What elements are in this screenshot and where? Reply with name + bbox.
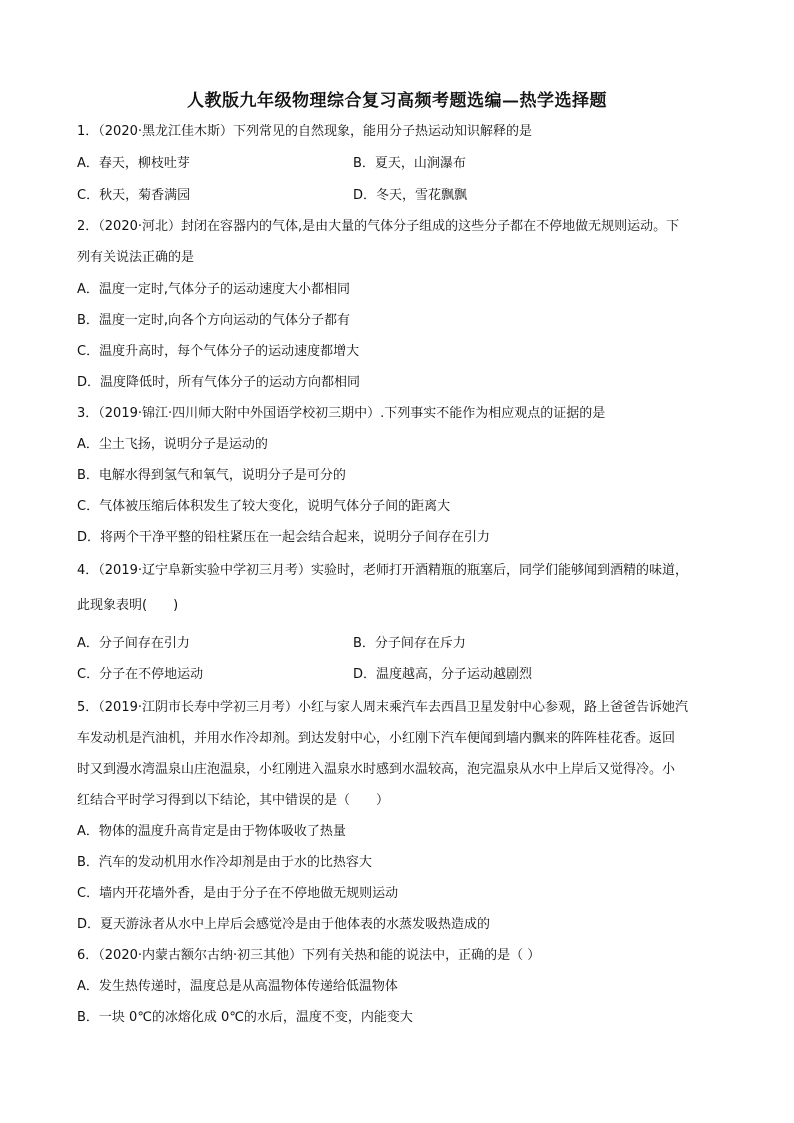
question-2-option-c: C．温度升高时，每个气体分子的运动速度都增大 [77, 344, 360, 359]
question-5-stem-line-4: 红结合平时学习得到以下结论，其中错误的是（ ） [77, 793, 390, 808]
question-1-option-b: B．夏天，山涧瀑布 [353, 156, 466, 171]
question-1-option-a: A．春天，柳枝吐芽 [77, 156, 190, 171]
question-3-option-b: B．电解水得到氢气和氧气，说明分子是可分的 [77, 468, 346, 483]
question-2-stem-line-2: 列有关说法正确的是 [77, 250, 195, 265]
question-4-option-b: B．分子间存在斥力 [353, 636, 466, 651]
question-1-stem: 1．（2020·黑龙江佳木斯）下列常见的自然现象，能用分子热运动知识解释的是 [77, 124, 532, 139]
question-5-option-c: C．墙内开花墙外香，是由于分子在不停地做无规则运动 [77, 886, 399, 901]
question-5-option-a: A．物体的温度升高肯定是由于物体吸收了热量 [77, 824, 346, 839]
document-title: 人教版九年级物理综合复习高频考题选编—热学选择题 [187, 91, 607, 111]
question-3-option-c: C．气体被压缩后体积发生了较大变化，说明气体分子间的距离大 [77, 499, 451, 514]
question-4-option-c: C．分子在不停地运动 [77, 667, 204, 682]
question-5-option-b: B．汽车的发动机用水作冷却剂是由于水的比热容大 [77, 855, 372, 870]
question-3-option-d: D．将两个干净平整的铅柱紧压在一起会结合起来，说明分子间存在引力 [77, 530, 491, 545]
question-5-stem-line-2: 车发动机是汽油机，并用水作冷却剂。到达发射中心，小红刚下汽车便闻到墙内飘来的阵阵桂花香。返回 [77, 731, 676, 746]
question-1-option-c: C．秋天，菊香满园 [77, 188, 191, 203]
question-3-stem: 3．（2019·锦江·四川师大附中外国语学校初三期中）.下列事实不能作为相应观点的证据的是 [77, 406, 606, 421]
question-4-option-a: A．分子间存在引力 [77, 636, 190, 651]
question-5-option-d: D．夏天游泳者从水中上岸后会感觉冷是由于他体表的水蒸发吸热造成的 [77, 917, 491, 932]
question-2-option-a: A．温度一定时,气体分子的运动速度大小都相同 [77, 282, 351, 297]
question-4-option-d: D．温度越高，分子运动越剧烈 [353, 667, 533, 682]
question-1-option-d: D．冬天，雪花飘飘 [353, 188, 468, 203]
question-6-option-a: A．发生热传递时，温度总是从高温物体传递给低温物体 [77, 979, 398, 994]
question-2-option-b: B．温度一定时,向各个方向运动的气体分子都有 [77, 313, 351, 328]
question-5-stem-line-1: 5．（2019·江阴市长寿中学初三月考）小红与家人周末乘汽车去西昌卫星发射中心参观，路上爸爸告诉她汽 [77, 700, 688, 715]
question-2-stem-line-1: 2．（2020·河北）封闭在容器内的气体,是由大量的气体分子组成的这些分子都在不停地做无规则运动。下 [77, 219, 680, 234]
question-6-option-b: B．一块 0℃的冰熔化成 0℃的水后，温度不变，内能变大 [77, 1010, 413, 1025]
question-4-stem-line-2: 此现象表明( ) [77, 598, 179, 613]
question-5-stem-line-3: 时又到漫水湾温泉山庄泡温泉，小红刚进入温泉水时感到水温较高，泡完温泉从水中上岸后又觉得冷。小 [77, 762, 676, 777]
question-6-stem: 6．（2020·内蒙古额尔古纳·初三其他）下列有关热和能的说法中，正确的是（ ） [77, 948, 541, 963]
question-3-option-a: A．尘土飞扬，说明分子是运动的 [77, 437, 268, 452]
question-4-stem-line-1: 4．（2019·辽宁阜新实验中学初三月考）实验时，老师打开酒精瓶的瓶塞后，同学们能够闻到酒精的味道， [77, 563, 688, 578]
question-2-option-d: D．温度降低时，所有气体分子的运动方向都相同 [77, 375, 361, 390]
